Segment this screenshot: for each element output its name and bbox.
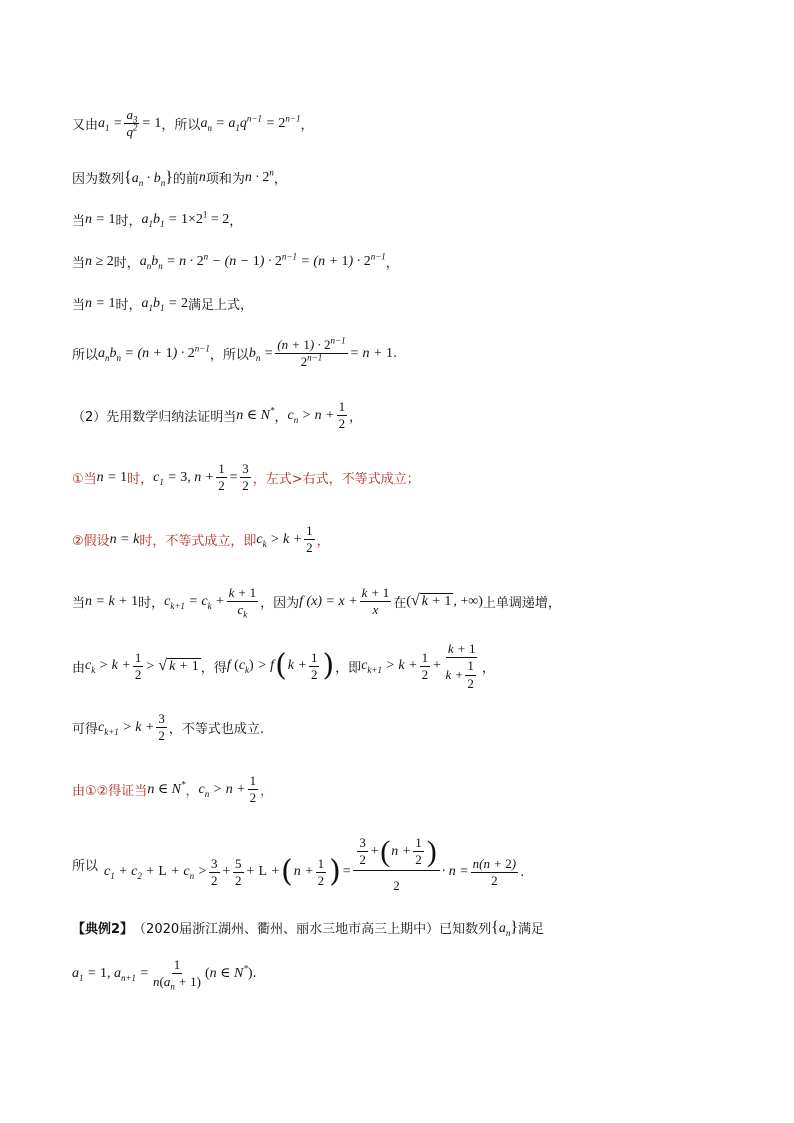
fraction: $\frac{1}{2}$ [306, 523, 313, 556]
line-12: 可得 $c_{k+1} > k$ + $\frac{3}{2}$ ，不等式也成立. [72, 711, 265, 744]
fraction: $\frac{1}{2}$ [338, 399, 346, 432]
line-5: 当 n = 1 时， $a_1b_1 = 2$ 满足上式， [72, 295, 253, 313]
line-2: 因为数列 $\{a_n \cdot b_n\}$ 的前 n 项和为 $n \cdot 2^n$ ， [72, 166, 287, 188]
line-1: 又由 $a_1$ = $\frac{a_3}{q^2}$ = 1 ，所以 $a_n = a_1q^{n-1} = 2^{n-1}$ ， [72, 107, 314, 140]
fraction: $\frac{3}{2}$ + ( n + $\frac{1}{2}$ ) 2 [353, 836, 439, 893]
fraction: $\frac{k + 1}{c_k}$ [228, 585, 257, 620]
fraction: $\frac{k + 1}{x}$ [361, 585, 390, 618]
fraction: $\frac{1}{n(a_n + 1)}$ [152, 957, 201, 992]
line-16: $a_1 = 1$, $a_{n+1}$ = $\frac{1}{n(a_n + 1)}$ (n ∈ N*) . [72, 957, 257, 992]
line-8: ①当 n = 1 时， $c_1 = 3$, n + $\frac{1}{2}$ = $\frac{3}{2}$ ，左式>右式，不等式成立； [72, 461, 420, 494]
fraction: $\frac{1}{2}$ [421, 649, 429, 682]
fraction: $\frac{5}{2}$ [235, 855, 242, 888]
line-13: 由①②得证当 n ∈ N* ， $c_n > n$ + $\frac{1}{2}$ ， [72, 773, 274, 806]
fraction: $\frac{3}{2}$ [211, 855, 218, 888]
fraction: $\frac{1}{2}$ [317, 855, 325, 888]
fraction: $\frac{1}{2}$ [134, 649, 142, 682]
line-9: ②假设 n = k 时，不等式成立，即 $c_k > k$ + $\frac{1}{2}$ ， [72, 523, 330, 556]
fraction: $\frac{3}{2}$ [158, 711, 165, 744]
line-6: 所以 $a_nb_n = (n + 1) \cdot 2^{n-1}$ ，所以 $b_n$ = $\frac{(n + 1) \cdot 2^{n-1}}{2^{n-1}}$ = n + 1 . [72, 335, 398, 370]
fraction: $\frac{3}{2}$ [242, 461, 249, 494]
line-4: 当 n ≥ 2 时， $a_nb_n = n \cdot 2^n - (n - 1) \cdot 2^{n-1} = (n + 1) \cdot 2^{n-1}$ ， [72, 250, 399, 271]
line-15: 【典例2】 （2020届浙江湖州、衢州、丽水三地市高三上期中）已知数列 $\{a_n\}$ 满足 [72, 918, 545, 938]
fraction: $\frac{1}{2}$ [218, 461, 225, 494]
fraction: $\frac{(n + 1) \cdot 2^{n-1}}{2^{n-1}}$ [277, 335, 346, 370]
line-7: （2）先用数学归纳法证明当 n ∈ N* ， $c_n > n$ + $\frac{1}{2}$ ， [72, 399, 363, 432]
fraction: $\frac{n(n + 2)}{2}$ [472, 855, 517, 888]
line-14: 所以 $c_1 + c_2 + L + c_n$ > $\frac{3}{2}$ + $\frac{5}{2}$ + L + ( n + $\frac{1}{2}$ ) = $\frac{3}{2}$ + ( n + $\frac{1}{2}$ ) 2 · n = $\frac{n(n + 2)}{2}$ . [72, 834, 525, 893]
line-3: 当 n = 1 时， $a_1b_1 = 1\times 2^1 = 2$ ， [72, 208, 243, 229]
fraction: $\frac{1}{2}$ [249, 773, 257, 806]
line-10: 当 n = k + 1 时， $c_{k+1} = c_k$ + $\frac{k + 1}{c_k}$ ，因为 f (x) = x + $\frac{k + 1}{x}$ 在 ( √ k + 1 , +∞) 上单调递增， [72, 585, 561, 620]
fraction: k + 1 k + $\frac{1}{2}$ [445, 641, 476, 691]
fraction: $\frac{1}{2}$ [310, 649, 318, 682]
line-11: 由 $c_k > k$ + $\frac{1}{2}$ > √ k + 1 ，得 f $(c_k) > f$ ( k + $\frac{1}{2}$ ) ，即 $c_{k+1} > k$ + $\frac{1}{2}$ + k + 1 k + $\frac{1}{2}$ ， [72, 641, 495, 691]
fraction: $\frac{a_3}{q^2}$ [126, 107, 138, 140]
